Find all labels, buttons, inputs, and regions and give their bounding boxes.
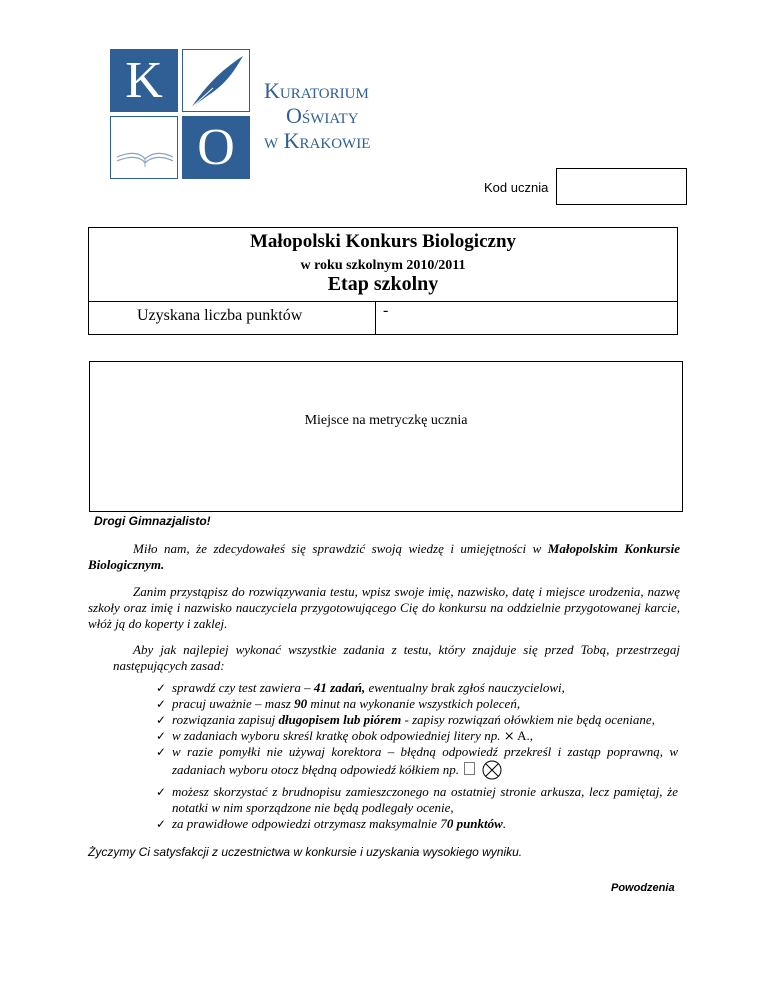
points-label: Uzyskana liczba punktów: [137, 307, 303, 324]
checkmark-icon: ✓: [156, 681, 167, 695]
points-field[interactable]: -: [383, 302, 389, 319]
checkmark-icon: ✓: [156, 745, 167, 759]
crossed-box-icon: ⨯: [503, 728, 515, 743]
rule-text: sprawdź czy test zawiera –: [172, 680, 314, 695]
rule-text: pracuj uważnie – masz: [172, 696, 295, 711]
rule-text: - zapisy rozwiązań ołówkiem nie będą oceniane,: [401, 712, 655, 727]
intro-paragraph-1-text: Miło nam, że zdecydowałeś się sprawdzić swoją wiedzę i umiejętności w: [133, 541, 548, 556]
logo-k-tile: [110, 49, 178, 112]
list-item: [156, 816, 678, 832]
logo-letter-o: O: [197, 119, 235, 176]
metryczka-box: [89, 361, 683, 512]
checkmark-icon: ✓: [156, 817, 167, 831]
checkmark-icon: ✓: [156, 729, 167, 743]
checkmark-icon: ✓: [156, 785, 167, 799]
checkmark-icon: ✓: [156, 713, 167, 727]
school-year: w roku szkolnym 2010/2011: [300, 258, 466, 273]
rule-emphasis: długopisem lub piórem: [278, 712, 402, 727]
book-icon: [110, 116, 178, 179]
logo-letter-k: K: [125, 52, 163, 109]
logo-text-line3: w Krakowie: [264, 128, 371, 153]
list-item: [156, 680, 678, 696]
logo-text-line1: Kuratorium: [264, 78, 369, 103]
rule-emphasis: 0 punktów: [446, 816, 503, 831]
list-item: [156, 696, 678, 712]
intro-paragraph-2: Zanim przystąpisz do rozwiązywania testu, wpisz swoje imię, nazwisko, datę i miejsce urodzenia, nazwę szkoły oraz imię i nazwisko nauczyciela przygotowującego Cię do konkursu na oddzielnie przygotowanej karcie, włóż ją do koperty i zaklej.: [88, 584, 680, 631]
student-code-label: Kod ucznia: [484, 180, 549, 195]
rule-text: ewentualny brak zgłoś nauczycielowi,: [365, 680, 565, 695]
rule-emphasis: 90: [294, 696, 308, 711]
rule-emphasis: 41 zadań,: [313, 680, 366, 695]
stage-title: Etap szkolny: [327, 273, 439, 295]
rule-text: minut na wykonanie wszystkich poleceń,: [307, 696, 521, 711]
checkmark-icon: ✓: [156, 697, 167, 711]
rule-text: możesz skorzystać z brudnopisu zamieszczonego na ostatniej stronie arkusza, lecz pamiętaj, że notatki w nim sporządzone nie będą podlegały ocenie,: [172, 784, 678, 815]
greeting: Drogi Gimnazjalisto!: [94, 514, 211, 528]
closing-signoff: Powodzenia: [611, 882, 675, 894]
list-item: [156, 712, 678, 728]
logo-o-tile: [182, 116, 250, 179]
rule-text: A.,: [514, 728, 534, 743]
rule-text: w zadaniach wyboru skreśl kratkę obok odpowiedniej litery np.: [172, 728, 504, 743]
closing-wish: Życzymy Ci satysfakcji z uczestnictwa w konkursie i uzyskania wysokiego wyniku.: [88, 845, 523, 859]
rule-text: .: [502, 816, 507, 831]
logo-text-line2: Oświaty: [286, 103, 359, 128]
rules-list: [156, 680, 678, 832]
circled-cross-icon: [481, 760, 503, 784]
rule-text: w razie pomyłki nie używaj korektora – błędną odpowiedź przekreśl i zastąp poprawną, w zadaniach wyboru otocz błędną odpowiedź kółkiem np.: [172, 744, 678, 777]
rule-text: za prawidłowe odpowiedzi otrzymasz maksymalnie 7: [172, 816, 447, 831]
list-item: [156, 728, 678, 744]
table-column-divider: [375, 301, 376, 335]
feather-icon: [182, 49, 250, 112]
page-title: Małopolski Konkurs Biologiczny: [249, 231, 517, 252]
list-item: [156, 744, 678, 784]
intro-paragraph-3: Aby jak najlepiej wykonać wszystkie zadania z testu, który znajduje się przed Tobą, przestrzegaj następujących zasad:: [113, 642, 680, 673]
intro-paragraph-1: [88, 541, 680, 573]
metryczka-label: Miejsce na metryczkę ucznia: [304, 413, 468, 428]
empty-box-icon: [464, 762, 475, 775]
list-item: [156, 784, 678, 816]
contest-name: Małopolskim Konkursie Biologicznym.: [88, 541, 680, 572]
rule-text: rozwiązania zapisuj: [172, 712, 279, 727]
student-code-field[interactable]: [556, 168, 687, 205]
